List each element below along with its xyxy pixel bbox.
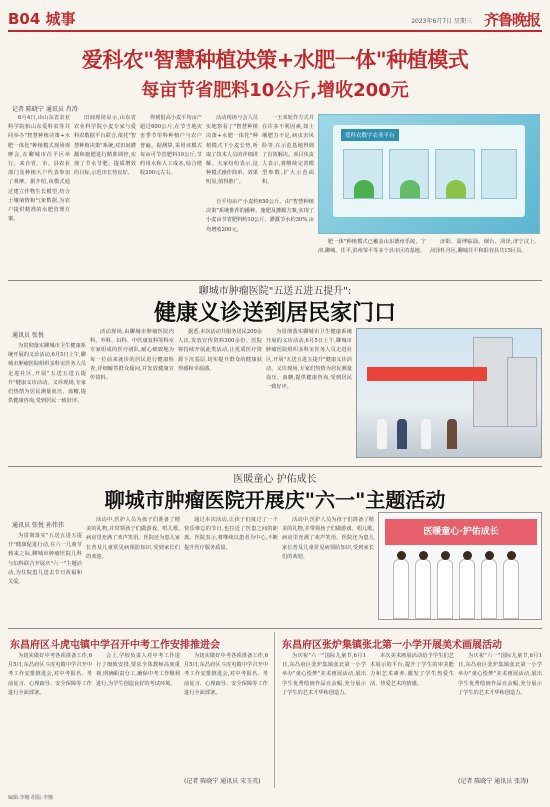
- story3-column-1: 为贯彻落实"五送五进五提升"健康促进行动,在六一儿童节到来之际,聊城市肿瘤医院儿科与妇科联合开展庆"六一"主题活动,为住院患儿送去节日祝福和关爱。: [8, 533, 82, 586]
- story5-credit: (记者 陈晓宁 通讯员 张涛): [458, 778, 529, 785]
- story2-byline: 通讯员 张悦: [12, 332, 44, 339]
- story1-subheadline: 每亩节省肥料10公斤,增收200元: [141, 80, 409, 101]
- medic-figure: [415, 559, 431, 619]
- event-banner: [367, 367, 487, 381]
- story3-column-3: 通过本次活动,让孩子们度过了一个快乐难忘的节日,也拉近了医患之间的距离。医院表示,将继续以患者为中心,不断提升医疗服务质量。: [184, 517, 278, 551]
- story4-column-1: 为切实做好中考各项准备工作,6月5日,东昌府区斗虎屯镇中学召开中考工作安排推进会,对中考报名、考前复习、心理疏导、安全保障等工作进行全面部署。: [8, 653, 92, 696]
- story4-column-2: 会上,学校负责人对中考工作进行了细致安排,要求全体教师高度重视,明确职责分工,确保中考工作顺利进行,为学生创造良好的考试环境。: [96, 653, 180, 687]
- story5-headline: 东昌府区张炉集镇张北第一小学开展美术画展活动: [282, 640, 502, 651]
- story5-column-3: 为庆祝"六一"国际儿童节,6月1日,东昌府区张炉集镇张北第一小学举办"童心绘梦"美术画展活动,展出学生优秀绘画作品百余幅,充分展示了学生的艺术才华和创造力。: [458, 653, 542, 696]
- section-label: B04 城事: [8, 10, 76, 28]
- story3-byline: 通讯员 张悦 孙伟伟: [12, 522, 64, 529]
- section-divider: [8, 280, 542, 281]
- story3-column-4: 活动中,医护人员为孩子们准备了精美的礼物,并带领孩子们做游戏、唱儿歌,病房里充满了欢声笑语。医院还为患儿家长普及儿童常见病预防知识,受到家长们的欢迎。: [282, 517, 374, 560]
- resident-figure: [397, 419, 407, 449]
- story1-column-3: 得到很高小麦平均亩产超过600公斤,在节当地灾害季节里科种植户与农户普遍。据测算,采用该模式每亩可节省肥料10公斤,节约用水和人工成本,综合增收200元左右。: [140, 115, 202, 177]
- story5-column-1: 为庆祝"六一"国际儿童节,6月1日,东昌府区张炉集镇张北第一小学举办"童心绘梦"美术画展活动,展出学生优秀绘画作品百余幅,充分展示了学生的艺术才华和创造力。: [282, 653, 366, 696]
- plant-icon: [446, 180, 466, 198]
- story2-column-2: 活动现场,由聊城市肿瘤医院内科、外科、妇科、中医康复科等科室专家组成的医疗团队,耐心细致地为每一位前来就诊的居民进行健康检查,详细解答群众疑问,并发放健康宣传资料。: [90, 329, 174, 382]
- story1-column-2: 田间现场显示,山东省农业科学院小麦专家与爱科农数据平台联合,依托"智慧种植决策"系统,对田间灌溉和施肥进行精准调控,实现了节水节肥、提质增效的目标,示范田长势良好。: [74, 115, 136, 177]
- story5-column-2: 本次美术画展活动给予学生们艺术展示的平台,提升了学生的审美能力和艺术素养,激发了学生热爱生活、热爱艺术的情感。: [370, 653, 454, 687]
- page-header: [8, 6, 542, 32]
- story2-column-4: 为贯彻落实聊城市卫生健康系统开展的义诊活动,6月5日上午,聊城市肿瘤医院组织多科室医务人员走进社区,开展"五送五进五提升"健康义诊活动。义诊现场,专家们热情为居民测量血压、血糖,提供健康咨询,受到居民一致好评。: [266, 329, 352, 391]
- story1-column-1: 6月4日,由山东省农业科学院和山东爱科农等共同举办"智慧种植决策+水肥一体化"种植模式现场观摩会,在聊城市茌平区举行。来自省、市、县农业部门及种植大户代表参加了观摩。据介绍,该模式通过建立作物生长模型,结合土壤墒情和气象数据,为农户提供精准的水肥管理方案。: [8, 115, 70, 223]
- story3-headline: 聊城市肿瘤医院开展庆"六一"主题活动: [104, 488, 446, 512]
- story3-kicker: 医暖童心 护佑成长: [233, 474, 317, 485]
- medic-figure: [437, 559, 453, 619]
- story4-headline: 东昌府区斗虎屯镇中学召开中考工作安排推进会: [10, 640, 220, 651]
- board-panel: [435, 149, 475, 199]
- building: [507, 357, 537, 427]
- story3-column-2: 活动中,医护人员为孩子们准备了精美的礼物,并带领孩子们做游戏、唱儿歌,病房里充满了欢声笑语。医院还为患儿家长普及儿童常见病预防知识,受到家长们的欢迎。: [86, 517, 180, 560]
- story4-column-3: 为切实做好中考各项准备工作,6月5日,东昌府区斗虎屯镇中学召开中考工作安排推进会,对中考报名、考前复习、心理疏导、安全保障等工作进行全面部署。: [184, 653, 268, 696]
- story1-column-8: 济阳、淄博临淄、烟台、菏泽,济宁汶上、菏泽牡丹区,聊城茌平和阳谷县共15区县。: [430, 239, 540, 255]
- doctor-figure: [377, 419, 387, 449]
- story1-column-7: 肥一体"种植模式已覆盖山东德州乐陵、宁津,聊城、茌平,滨州邹平等多个县市区的基地。: [318, 239, 426, 255]
- board-panel: [481, 149, 517, 199]
- story2-column-1: 为贯彻落实聊城市卫生健康系统开展的义诊活动,6月5日上午,聊城市肿瘤医院组织多科室医务人员走进社区,开展"五送五进五提升"健康义诊活动。义诊现场,专家们热情为居民测量血压、血糖,提供健康咨询,受到居民一致好评。: [8, 343, 86, 405]
- plant-icon: [400, 180, 420, 198]
- board-title: 爱科农数字农业平台: [341, 129, 399, 141]
- story1-byline: 记者 陈晓宁 通讯员 肖涛: [12, 106, 78, 113]
- story2-column-3: 据悉,本次活动共服务居民200余人次,发放宣传资料300余份。医院将持续开展此类活动,让优质医疗资源下沉基层,切实提升群众的健康获得感和幸福感。: [178, 329, 262, 372]
- medic-figure: [393, 559, 409, 619]
- medic-figure: [481, 559, 497, 619]
- story4-credit: (记者 陈晓宁 通讯员 宋玉英): [184, 778, 261, 785]
- issue-date: 2023年6月7日 星期三: [411, 18, 472, 25]
- childrens-day-photo: [378, 512, 542, 620]
- plant-icon: [354, 180, 374, 198]
- section-divider: [8, 628, 542, 629]
- board-panel: [343, 149, 383, 199]
- page-footer: 编辑:李娜 组版:李娜: [8, 795, 53, 801]
- story2-headline: 健康义诊送到居民家门口: [153, 300, 396, 326]
- story1-column-6: 自平均亩产小麦约650公斤。由"智慧种植决策"系统推荐的播种、施肥及灌溉方案,实现了小麦亩节省肥料约10公斤、灌溉节水约30%,亩均增收200元。: [206, 199, 314, 233]
- story1-headline: 爱科农"智慧种植决策+水肥一体"种植模式: [81, 48, 469, 72]
- story1-column-4: 活动现场与会人员实地察看了"智慧种植决策+水肥一体化"种植模式下小麦长势,听取了技术人员的详细讲解。大家纷纷表示,这种模式操作简单、效果明显,值得推广。: [206, 115, 258, 186]
- medic-figure: [459, 559, 475, 619]
- column-divider: [274, 632, 275, 788]
- medic-figure: [503, 559, 519, 619]
- story2-kicker: 聊城市肿瘤医院"五送五进五提升":: [198, 286, 352, 297]
- clinic-event-photo: [356, 328, 542, 458]
- doctor-figure: [421, 419, 431, 449]
- resident-figure: [447, 419, 457, 449]
- section-divider: [8, 466, 542, 467]
- newspaper-logo: 齐鲁晚报: [483, 11, 540, 29]
- story1-column-5: 一玉米轮作方式并在许多不利因素,如土壤肥力不足,病虫害风险等,在示范基地得到了有效解决。项目负责人表示,将继续完善模型参数,扩大示范面积。: [262, 115, 314, 186]
- event-banner: 医暖童心·护佑成长: [385, 519, 537, 545]
- board-panel: [389, 149, 429, 199]
- farm-platform-photo: [318, 114, 540, 234]
